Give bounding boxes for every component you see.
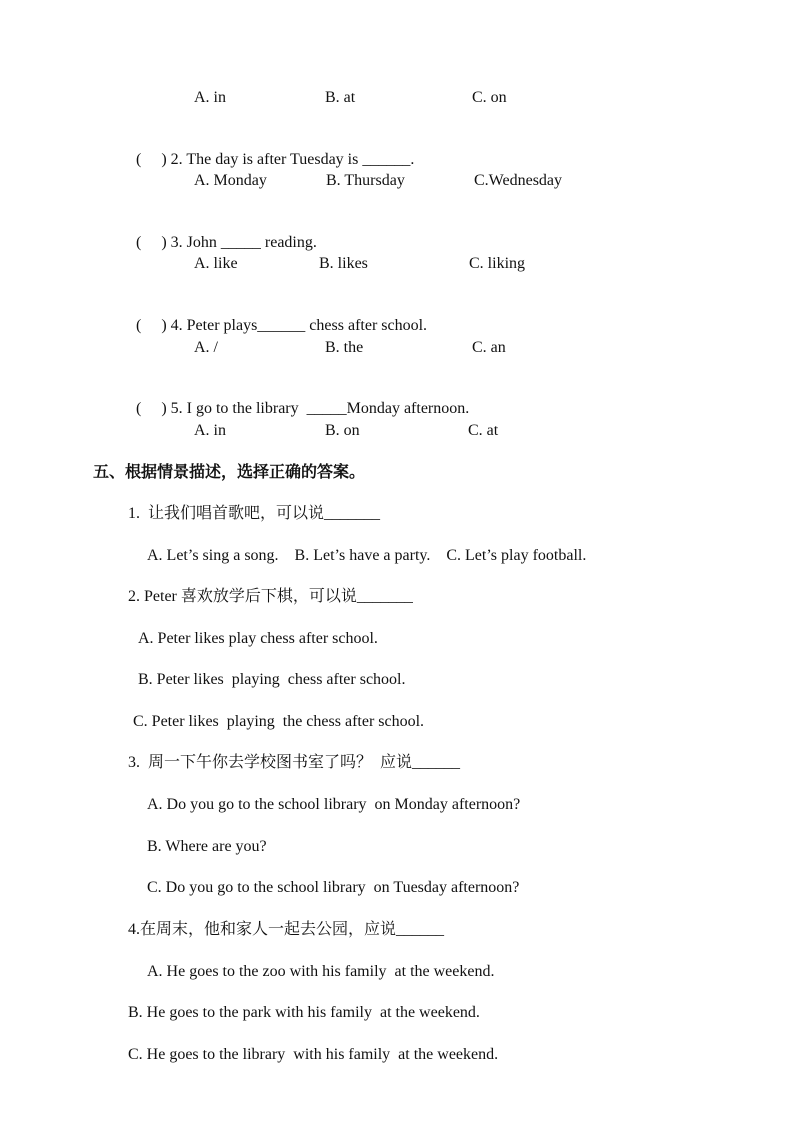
s5-question-2-option-c: C. Peter likes playing the chess after school. (133, 713, 425, 730)
q5-option-c: C. at (468, 422, 499, 439)
s5-question-2-stem: 2. Peter 喜欢放学后下棋，可以说_______ (128, 588, 413, 605)
question-5 (128, 379, 469, 419)
question-2-text: The day is after Tuesday is ______. (186, 151, 415, 168)
q2-option-a: A. Monday (194, 172, 267, 189)
q2-option-c: C.Wednesday (474, 172, 563, 189)
q4-option-b: B. the (325, 339, 364, 356)
q4-option-c: C. an (472, 339, 506, 356)
s5-question-1-options: A. Let’s sing a song. B. Let’s have a party. C. Let’s play football. (147, 547, 587, 564)
question-4-prefix: ( ) 4. (136, 317, 187, 334)
s5-question-4-option-b: B. He goes to the park with his family at the weekend. (128, 1004, 480, 1021)
s5-question-1-stem: 1. 让我们唱首歌吧，可以说_______ (128, 505, 381, 522)
q1-option-a: A. in (194, 89, 226, 106)
question-5-text: I go to the library _____Monday afternoon. (186, 400, 470, 417)
s5-question-3-option-b: B. Where are you? (147, 838, 267, 855)
s5-question-4-stem: 4.在周末，他和家人一起去公园，应说______ (128, 921, 445, 938)
s5-question-2-option-a: A. Peter likes play chess after school. (138, 630, 378, 647)
q5-option-b: B. on (325, 422, 360, 439)
q3-option-b: B. likes (319, 255, 368, 272)
s5-question-3-option-c: C. Do you go to the school library on Tuesday afternoon? (147, 879, 520, 896)
s5-question-2-option-b: B. Peter likes playing chess after school. (138, 671, 406, 688)
question-3-text: John _____ reading. (186, 234, 317, 251)
q1-option-c: C. on (472, 89, 507, 106)
q3-option-c: C. liking (469, 255, 526, 272)
question-5-prefix: ( ) 5. (136, 400, 187, 417)
question-2 (128, 130, 414, 170)
question-3-prefix: ( ) 3. (136, 234, 187, 251)
question-4-text: Peter plays______ chess after school. (186, 317, 428, 334)
q2-option-b: B. Thursday (326, 172, 405, 189)
q3-option-a: A. like (194, 255, 238, 272)
q4-option-a: A. / (194, 339, 218, 356)
q1-option-b: B. at (325, 89, 356, 106)
section-5-heading: 五、根据情景描述，选择正确的答案。 (93, 462, 366, 481)
s5-question-4-option-c: C. He goes to the library with his family at the weekend. (128, 1046, 499, 1063)
s5-question-3-stem: 3. 周一下午你去学校图书室了吗？ 应说______ (128, 754, 461, 771)
q5-option-a: A. in (194, 422, 226, 439)
question-3 (128, 213, 317, 253)
s5-question-4-option-a: A. He goes to the zoo with his family at the weekend. (147, 963, 495, 980)
question-4 (128, 296, 427, 336)
question-2-prefix: ( ) 2. (136, 151, 187, 168)
s5-question-3-option-a: A. Do you go to the school library on Monday afternoon? (147, 796, 521, 813)
